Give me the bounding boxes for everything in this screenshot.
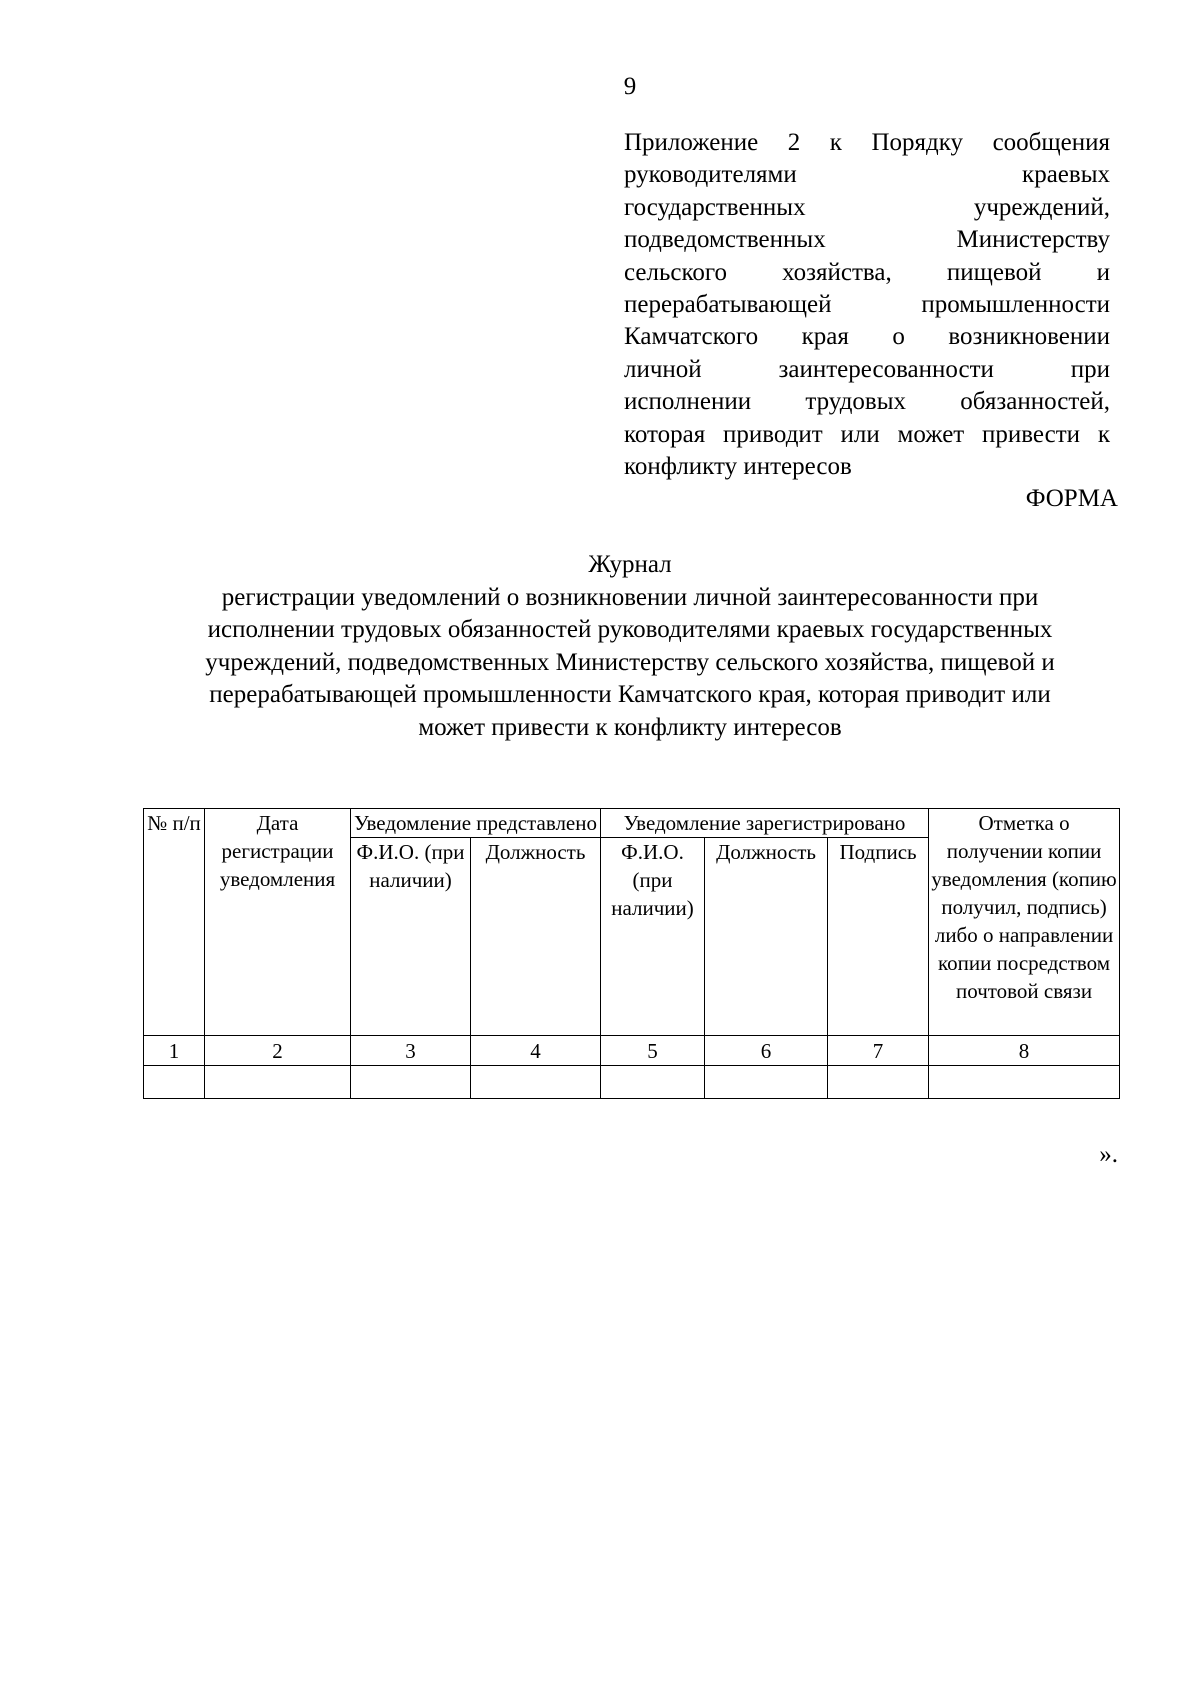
table-cell	[144, 1066, 205, 1099]
header-receipt-mark: Отметка о получении копии уведомления (копию получил, подпись) либо о направлении копии посредством почтовой связи	[929, 809, 1120, 1036]
table-row	[144, 1066, 1120, 1099]
appendix-line: исполнении трудовых обязанностей,	[624, 388, 1110, 416]
column-number: 7	[828, 1036, 929, 1066]
journal-title-block	[120, 549, 1140, 744]
column-number: 1	[144, 1036, 205, 1066]
journal-title: Журнал	[588, 551, 672, 578]
table-header-row	[144, 809, 1120, 838]
column-number: 5	[601, 1036, 705, 1066]
column-number: 8	[929, 1036, 1120, 1066]
table-cell	[929, 1066, 1120, 1099]
appendix-line: перерабатывающей промышленности	[624, 291, 1110, 319]
table-cell	[828, 1066, 929, 1099]
subheader-submitted-position: Должность	[471, 838, 601, 1036]
journal-table	[143, 808, 1120, 1099]
header-number: № п/п	[144, 809, 205, 1036]
form-label: ФОРМА	[1025, 485, 1118, 512]
column-number: 4	[471, 1036, 601, 1066]
column-number: 6	[705, 1036, 828, 1066]
subheader-registered-signature: Подпись	[828, 838, 929, 1036]
appendix-line: сельского хозяйства, пищевой и	[624, 258, 1110, 286]
column-number: 2	[205, 1036, 351, 1066]
appendix-line: руководителями краевых	[624, 161, 1110, 189]
journal-subtitle-line: перерабатывающей промышленности Камчатского края, которая приводит или	[209, 681, 1051, 708]
closing-quote: ».	[1099, 1141, 1118, 1168]
header-date: Дата регистрации уведомления	[205, 809, 351, 1036]
journal-subtitle-line: учреждений, подведомственных Министерству сельского хозяйства, пищевой и	[205, 648, 1055, 676]
appendix-heading	[624, 127, 1110, 483]
appendix-line: личной заинтересованности при	[624, 355, 1110, 383]
appendix-line: Камчатского края о возникновении	[624, 323, 1110, 351]
appendix-line: которая приводит или может привести к	[624, 420, 1110, 448]
appendix-line: подведомственных Министерству	[624, 226, 1110, 254]
header-submitted: Уведомление представлено	[351, 809, 601, 838]
page-number: 9	[623, 73, 637, 100]
header-registered: Уведомление зарегистрировано	[601, 809, 929, 838]
subheader-registered-fio: Ф.И.О. (при наличии)	[601, 838, 705, 1036]
table-cell	[601, 1066, 705, 1099]
table-cell	[705, 1066, 828, 1099]
journal-subtitle-line: регистрации уведомлений о возникновении личной заинтересованности при	[221, 583, 1039, 611]
subheader-submitted-fio: Ф.И.О. (при наличии)	[351, 838, 471, 1036]
appendix-line: государственных учреждений,	[624, 193, 1110, 221]
table-cell	[351, 1066, 471, 1099]
journal-subtitle-line: исполнении трудовых обязанностей руководителями краевых государственных	[207, 616, 1053, 643]
column-number: 3	[351, 1036, 471, 1066]
table-cell	[471, 1066, 601, 1099]
table-cell	[205, 1066, 351, 1099]
appendix-line: конфликту интересов	[624, 453, 852, 481]
appendix-line: Приложение 2 к Порядку сообщения	[624, 129, 1110, 156]
column-number-row	[144, 1036, 1120, 1066]
journal-subtitle-line: может привести к конфликту интересов	[418, 713, 842, 741]
subheader-registered-position: Должность	[705, 838, 828, 1036]
